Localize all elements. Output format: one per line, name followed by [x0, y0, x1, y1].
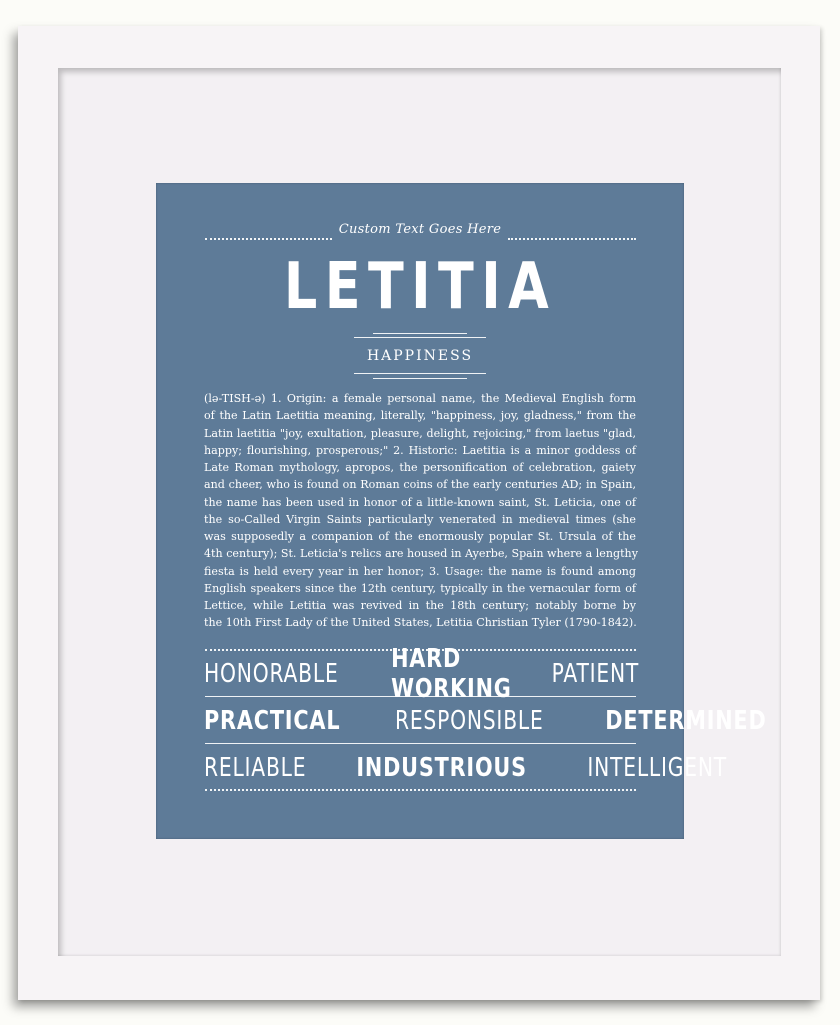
trait-word: DETERMINED — [605, 706, 767, 736]
rule-top-wide — [354, 337, 486, 338]
trait-row-1 — [204, 644, 640, 704]
definition-line: fiesta is held every year in her honor; 3. Usage: the name is found among — [204, 564, 636, 578]
trait-word: PRACTICAL — [204, 706, 341, 736]
dotted-divider-right — [508, 238, 636, 240]
definition-line: the name has been used in honor of a little-known saint, St. Leticia, one of — [204, 495, 636, 509]
rule-top — [373, 333, 467, 334]
name-print — [156, 183, 767, 839]
trait-word: PATIENT — [551, 659, 640, 689]
trait-word: INTELLIGENT — [587, 753, 728, 783]
name-meaning: HAPPINESS — [366, 348, 474, 364]
definition-line: Lettice, while Letitia was revived in the 18th century; notably borne by — [204, 599, 636, 612]
trait-word: HARD WORKING — [391, 644, 513, 704]
definition-line: of the Latin Laetitia meaning, literally, "happiness, joy, gladness," from the — [204, 409, 636, 423]
name-definition — [204, 390, 636, 632]
trait-row-3 — [204, 751, 728, 785]
trait-word: RESPONSIBLE — [395, 706, 545, 736]
definition-line: the so-Called Virgin Saints particularly venerated in medieval times (she — [204, 512, 636, 526]
dotted-divider-traits-bottom — [205, 789, 636, 791]
trait-word: RELIABLE — [204, 753, 307, 783]
trait-word: HONORABLE — [204, 659, 339, 689]
definition-line: English speakers since the 12th century, typically in the vernacular form of — [204, 581, 636, 595]
definition-line: 4th century); St. Leticia's relics are housed in Ayerbe, Spain where a lengthy — [204, 547, 638, 561]
definition-line: and cheer, who is found on Roman coins of the early centuries AD; in Spain, — [204, 478, 636, 492]
trait-divider — [205, 696, 636, 697]
trait-divider — [205, 743, 636, 744]
definition-line: (lə-TISH-ə) 1. Origin: a female personal name, the Medieval English form — [204, 392, 636, 405]
trait-row-2 — [204, 704, 767, 738]
definition-line: happy; flourishing, prosperous;" 2. Historic: Laetitia is a minor goddess of — [204, 443, 636, 457]
custom-text: Custom Text Goes Here — [338, 222, 502, 237]
name-title: LETITIA — [283, 250, 557, 324]
trait-word: INDUSTRIOUS — [356, 753, 528, 783]
dotted-divider-left — [205, 238, 332, 240]
definition-line: was supposedly a companion of the enormously popular St. Ursula of the — [204, 530, 636, 543]
rule-bottom — [373, 378, 467, 379]
definition-line: the 10th First Lady of the United States, Letitia Christian Tyler (1790-1842). — [204, 616, 637, 630]
definition-line: Latin laetitia "joy, exultation, pleasure, delight, rejoicing," from laetus "glad, — [204, 426, 636, 440]
rule-bottom-wide — [354, 373, 486, 374]
definition-line: Late Roman mythology, apropos, the personification of celebration, gaiety — [204, 461, 636, 474]
